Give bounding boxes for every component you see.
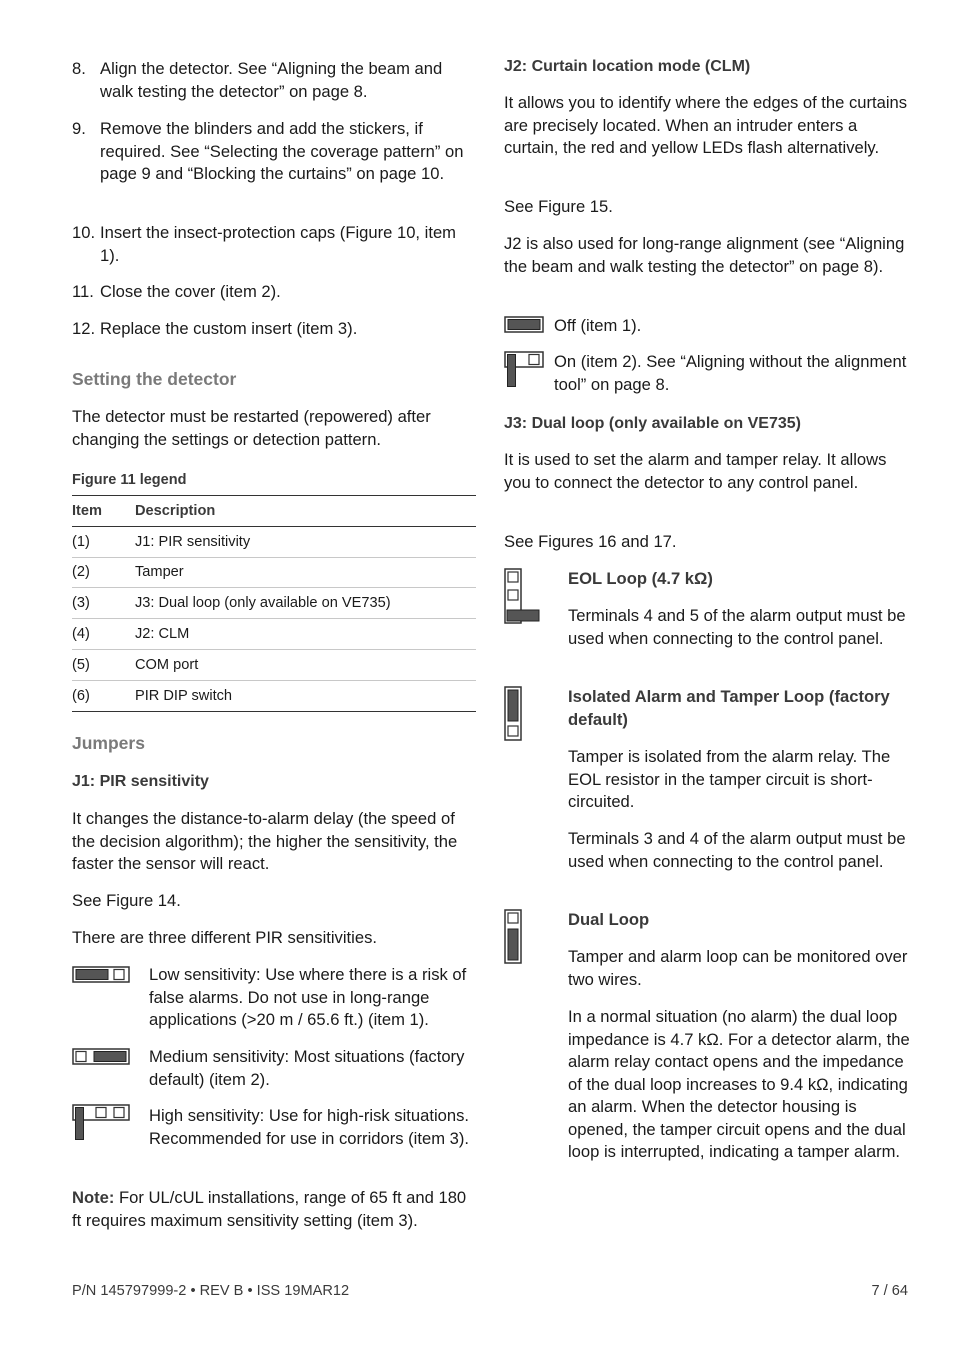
note-paragraph xyxy=(72,1187,476,1232)
medium-sensitivity-text: Medium sensitivity: Most situations (factory default) (item 2). xyxy=(149,1047,465,1089)
note-text: For UL/cUL installations, range of 65 ft and 180 ft requires maximum sensitivity setting (item 3). xyxy=(72,1188,467,1230)
legend-description: J2: CLM xyxy=(135,619,476,650)
j2-long-range: J2 is also used for long-range alignment (see “Aligning the beam and walk testing the detector” on page 8). xyxy=(504,234,905,276)
step-text: Insert the insect-protection caps (Figure 10, item 1). xyxy=(100,223,457,265)
legend-description: J3: Dual loop (only available on VE735) xyxy=(135,588,476,619)
jumper-dual-loop-icon xyxy=(504,909,524,965)
legend-table xyxy=(72,495,476,712)
table-row xyxy=(72,680,476,711)
jumper-isolated-loop-icon xyxy=(504,686,524,742)
step-11 xyxy=(72,281,476,304)
footer-page-number: 7 / 64 xyxy=(871,1283,908,1299)
j3-title: J3: Dual loop (only available on VE735) xyxy=(504,415,801,432)
legend-description: Tamper xyxy=(135,557,476,588)
setting-text: The detector must be restarted (repowered) after changing the settings or detection pattern. xyxy=(72,407,431,449)
table-row xyxy=(72,649,476,680)
note-label: Note: xyxy=(72,1188,115,1207)
j2-see-figure: See Figure 15. xyxy=(504,197,613,216)
step-text: Remove the blinders and add the stickers, if required. See “Selecting the coverage pattern” on page 9 and “Blocking the curtains” on page 10. xyxy=(100,119,464,183)
step-number: 9. xyxy=(72,119,86,138)
legend-description: COM port xyxy=(135,649,476,680)
jumper-eol-loop-icon xyxy=(504,568,542,626)
setting-heading: Setting the detector xyxy=(72,369,237,389)
step-text: Replace the custom insert (item 3). xyxy=(100,319,358,338)
j1-paragraph: It changes the distance-to-alarm delay (the speed of the decision algorithm); the higher the sensitivity, the faster the sensor will react. xyxy=(72,809,458,873)
step-text: Close the cover (item 2). xyxy=(100,282,281,301)
legend-item: (2) xyxy=(72,557,135,588)
dual-loop-text-1: Tamper and alarm loop can be monitored over two wires. xyxy=(568,947,908,989)
step-9 xyxy=(72,118,476,186)
legend-header-item: Item xyxy=(72,496,135,527)
step-number: 8. xyxy=(72,59,86,78)
step-text: Align the detector. See “Aligning the beam and walk testing the detector” on page 8. xyxy=(100,59,443,101)
clm-on-text: On (item 2). See “Aligning without the alignment tool” on page 8. xyxy=(554,352,907,394)
isolated-loop-title: Isolated Alarm and Tamper Loop (factory default) xyxy=(568,687,890,729)
footer-part-number: P/N 145797999-2 • REV B • ISS 19MAR12 xyxy=(72,1283,350,1299)
j3-paragraph: It is used to set the alarm and tamper relay. It allows you to connect the detector to any control panel. xyxy=(504,450,887,492)
table-row xyxy=(72,588,476,619)
legend-item: (5) xyxy=(72,649,135,680)
jumpers-heading: Jumpers xyxy=(72,733,145,753)
j2-paragraph: It allows you to identify where the edges of the curtains are precisely located. When an intruder enters a curtain, the red and yellow LEDs flash alternatively. xyxy=(504,93,908,157)
dual-loop-title: Dual Loop xyxy=(568,910,650,929)
legend-header-description: Description xyxy=(135,496,476,527)
isolated-loop-text-2: Terminals 3 and 4 of the alarm output must be used when connecting to the control panel. xyxy=(568,829,906,871)
legend-title: Figure 11 legend xyxy=(72,472,187,488)
table-row xyxy=(72,526,476,557)
legend-description: PIR DIP switch xyxy=(135,680,476,711)
jumper-medium-sensitivity-icon xyxy=(72,1047,130,1067)
step-12 xyxy=(72,318,476,341)
j3-see-figures: See Figures 16 and 17. xyxy=(504,532,677,551)
step-number: 10. xyxy=(72,223,96,242)
table-row xyxy=(72,557,476,588)
table-row xyxy=(72,619,476,650)
step-8 xyxy=(72,58,476,103)
dual-loop-text-2: In a normal situation (no alarm) the dual loop impedance is 4.7 kΩ. For a detector alarm, the alarm relay contact opens and the impedance of the dual loop increases to 9.4 kΩ, indicating an alarm. When the detector housing is opened, the tamper circuit opens and the dual loop is interrupted, indicating a tamper alarm. xyxy=(568,1007,910,1161)
clm-off-text: Off (item 1). xyxy=(554,316,642,335)
legend-description: J1: PIR sensitivity xyxy=(135,526,476,557)
legend-item: (3) xyxy=(72,588,135,619)
j1-three-sensitivities: There are three different PIR sensitivities. xyxy=(72,928,377,947)
legend-item: (1) xyxy=(72,526,135,557)
eol-loop-text: Terminals 4 and 5 of the alarm output must be used when connecting to the control panel. xyxy=(568,606,906,648)
legend-item: (4) xyxy=(72,619,135,650)
jumper-clm-on-icon xyxy=(504,351,544,389)
jumper-clm-off-icon xyxy=(504,316,544,334)
j2-title: J2: Curtain location mode (CLM) xyxy=(504,58,751,75)
jumper-high-sensitivity-icon xyxy=(72,1104,130,1142)
step-number: 12. xyxy=(72,319,96,338)
step-10 xyxy=(72,222,476,267)
step-number: 11. xyxy=(72,282,94,301)
legend-item: (6) xyxy=(72,680,135,711)
legend-header-row xyxy=(72,496,476,527)
isolated-loop-text-1: Tamper is isolated from the alarm relay. The EOL resistor in the tamper circuit is short-circuited. xyxy=(568,747,891,811)
jumper-low-sensitivity-icon xyxy=(72,965,130,985)
low-sensitivity-text: Low sensitivity: Use where there is a risk of false alarms. Do not use in long-range applications (>20 m / 65.6 ft.) (item 1). xyxy=(149,965,467,1029)
high-sensitivity-text: High sensitivity: Use for high-risk situations. Recommended for use in corridors (item 3). xyxy=(149,1106,470,1148)
j1-title: J1: PIR sensitivity xyxy=(72,773,209,790)
j1-see-figure: See Figure 14. xyxy=(72,891,181,910)
eol-loop-title: EOL Loop (4.7 kΩ) xyxy=(568,569,713,588)
